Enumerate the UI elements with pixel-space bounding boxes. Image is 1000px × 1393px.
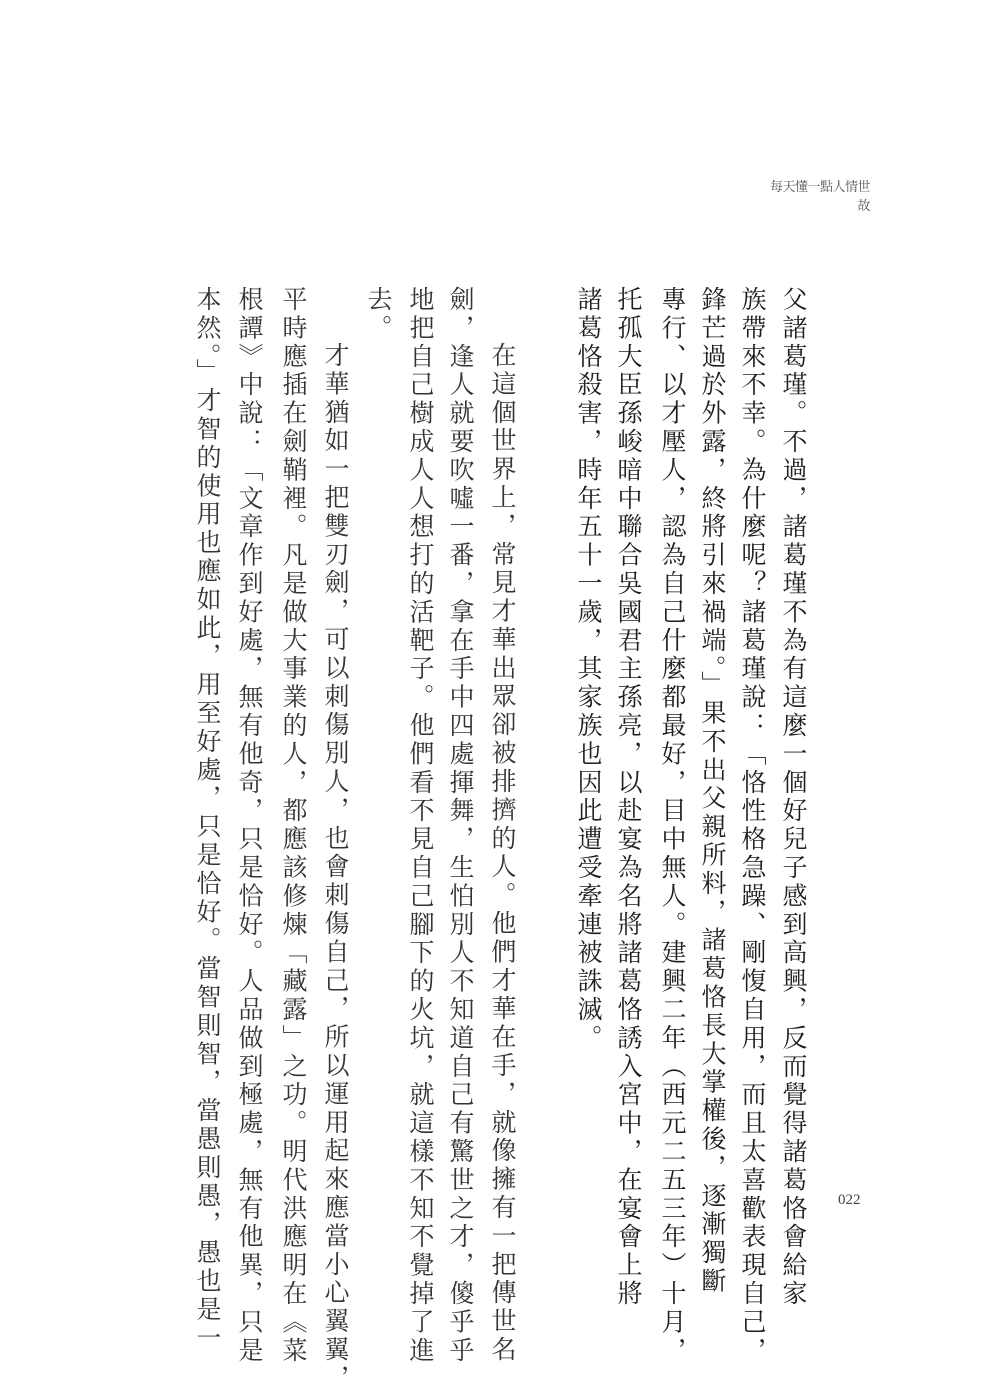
text-column: 才華猶如一把雙刃劍，可以刺傷別人，也會刺傷自己，所以運用起來應當小心翼翼， <box>321 342 350 1393</box>
text-column: 根譚》中說：「文章作到好處，無有他奇，只是恰好。人品做到極處，無有他異，只是 <box>235 286 264 1366</box>
text-column: 托孤大臣孫峻暗中聯合吳國君主孫亮，以赴宴為名將諸葛恪誘入宮中，在宴會上將 <box>614 286 643 1309</box>
text-column: 族帶來不幸。為什麼呢？諸葛瑾說：「恪性格急躁、剛愎自用，而且太喜歡表現自己， <box>738 286 767 1366</box>
text-column: 本然。」才智的使用也應如此，用至好處，只是恰好。當智則智，當愚則愚，愚也是一 <box>193 286 222 1353</box>
text-column: 鋒芒過於外露，終將引來禍端。」果不出父親所料，諸葛恪長大掌權後，逐漸獨斷 <box>698 286 727 1296</box>
text-column: 專行、以才壓人，認為自己什麼都最好，目中無人。建興二年（西元二五三年）十月， <box>658 286 687 1366</box>
text-column: 去。 <box>364 286 393 343</box>
text-column: 父諸葛瑾。不過，諸葛瑾不為有這麼一個好兒子感到高興，反而覺得諸葛恪會給家 <box>779 286 808 1309</box>
text-column: 平時應插在劍鞘裡。凡是做大事業的人，都應該修煉「藏露」之功。明代洪應明在《菜 <box>279 286 308 1366</box>
text-column: 在這個世界上，常見才華出眾卻被排擠的人。他們才華在手，就像擁有一把傳世名 <box>488 342 517 1365</box>
text-column: 諸葛恪殺害，時年五十一歲，其家族也因此遭受牽連被誅滅。 <box>574 286 603 1053</box>
text-column: 地把自己樹成人人想打的活靶子。他們看不見自己腳下的火坑，就這樣不知不覺掉了進 <box>406 286 435 1366</box>
page-number: 022 <box>838 1192 861 1208</box>
text-column: 劍，逢人就要吹噓一番，拿在手中四處揮舞，生怕別人不知道自己有驚世之才，傻乎乎 <box>446 286 475 1366</box>
running-header: 每天懂一點人情世故 <box>769 180 870 214</box>
